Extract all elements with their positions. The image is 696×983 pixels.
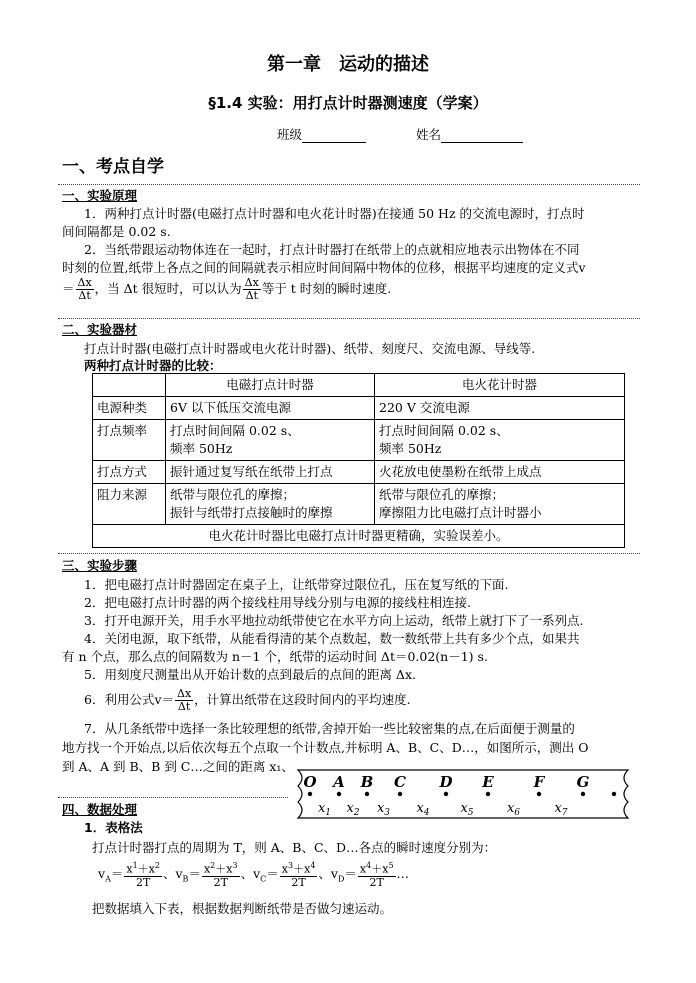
table-row bbox=[93, 420, 625, 461]
velocity-label: 、$v_D=$ bbox=[318, 865, 357, 884]
s3-l4a: 4．关闭电源，取下纸带，从能看得清的某个点数起，数一数纸带上共有多少个点，如果共 bbox=[84, 631, 580, 646]
tape-point-label: E bbox=[482, 773, 494, 791]
s1-p1a: 1．两种打点计时器(电磁打点计时器和电火花计时器)在接通 50 Hz 的交流电源时，打点时 bbox=[84, 206, 585, 221]
comparison-table bbox=[92, 373, 625, 548]
table-row bbox=[93, 461, 625, 484]
chapter-title: 第一章 运动的描述 bbox=[267, 54, 429, 75]
row-label: 打点方式 bbox=[93, 461, 166, 484]
table-cell: 振针通过复写纸在纸带上打点 bbox=[166, 461, 375, 484]
name-blank[interactable] bbox=[441, 130, 523, 143]
name-field[interactable] bbox=[416, 125, 523, 143]
tape-point-label: O bbox=[303, 773, 317, 791]
s3-l6: 6．利用公式v＝ $\frac{\Delta x}{\Delta t}$ ，计算出纸带在这段时间内的平均速度. bbox=[84, 687, 411, 713]
s3-l2: 2．把电磁打点计时器的两个接线柱用导线分别与电源的接线柱相连接. bbox=[84, 595, 471, 610]
s4-heading: 四、数据处理 bbox=[62, 802, 138, 817]
s2-p1: 打点计时器(电磁打点计时器或电火花计时器)、纸带、刻度尺、交流电源、导线等. bbox=[84, 341, 536, 356]
divider bbox=[58, 797, 288, 798]
table-cell bbox=[93, 374, 166, 397]
velocity-label: 、$v_B=$ bbox=[162, 865, 201, 884]
tape-point-label: G bbox=[576, 773, 590, 791]
s1-p1b: 间间隔都是 0.02 s. bbox=[62, 224, 171, 239]
tape-segment-label: $x_4$ bbox=[416, 801, 430, 818]
s3-l7c: 到 A、A 到 B、B 到 C…之间的距离 x₁、 bbox=[62, 759, 294, 774]
velocity-fraction-2: $\frac{\Delta x}{\Delta t}$ bbox=[244, 276, 259, 302]
compare-title: 两种打点计时器的比较： bbox=[84, 358, 222, 373]
row-label: 阻力来源 bbox=[93, 484, 166, 525]
table-row bbox=[93, 397, 625, 420]
table-footer-row bbox=[93, 525, 625, 548]
s3-l3: 3．打开电源开关，用手水平地拉动纸带使它在水平方向上运动，纸带上就打下了一系列点. bbox=[84, 613, 584, 628]
section-title: §1.4 实验：用打点计时器测速度（学案） bbox=[208, 94, 488, 112]
tape-point-label: C bbox=[394, 773, 406, 791]
tape-segment-label: $x_3$ bbox=[376, 801, 391, 818]
tape-dot bbox=[398, 792, 402, 796]
name-label: 姓名 bbox=[416, 127, 442, 142]
divider bbox=[58, 184, 640, 185]
tape-dot bbox=[444, 792, 448, 796]
eq-sign: ＝ bbox=[62, 281, 75, 296]
table-cell: 6V 以下低压交流电源 bbox=[166, 397, 375, 420]
velocity-fraction: $\frac{x^1+x^2}{2T}$ bbox=[126, 861, 160, 889]
table-cell: 火花放电使墨粉在纸带上成点 bbox=[375, 461, 625, 484]
velocity-fraction: $\frac{\Delta x}{\Delta t}$ bbox=[77, 276, 92, 302]
s4-p1: 打点计时器打点的周期为 T，则 A、B、C、D…各点的瞬时速度分别为： bbox=[92, 840, 497, 855]
row-label: 电源种类 bbox=[93, 397, 166, 420]
s1-p2b: 时刻的位置,纸带上各点之间的间隔就表示相应时间间隔中物体的位移，根据平均速度的定义式v bbox=[62, 260, 586, 275]
table-footer: 电火花计时器比电磁打点计时器更精确，实验误差小。 bbox=[93, 525, 625, 548]
tape-point-label: A bbox=[333, 773, 345, 791]
s3-l5: 5．用刻度尺测量出从开始计数的点到最后的点间的距离 Δx. bbox=[84, 667, 416, 682]
ellipsis: … bbox=[396, 865, 410, 881]
table-header: 电火花计时器 bbox=[375, 374, 625, 397]
table-header-row bbox=[93, 374, 625, 397]
tape-segment-label: $x_1$ bbox=[317, 801, 332, 818]
s3-heading: 三、实验步骤 bbox=[62, 558, 138, 573]
tape-dot bbox=[486, 792, 490, 796]
class-blank[interactable] bbox=[302, 130, 366, 143]
tape-segment-label: $x_2$ bbox=[346, 801, 360, 818]
s1-p2c-mid: ，当 Δt 很短时，可以认为 bbox=[94, 281, 242, 296]
velocity-fraction: $\frac{x^4+x^5}{2T}$ bbox=[359, 861, 394, 889]
velocity-formulas bbox=[98, 860, 409, 889]
tape-point-label: D bbox=[439, 773, 453, 791]
tape-dot bbox=[308, 792, 312, 796]
class-field[interactable] bbox=[277, 125, 366, 143]
table-cell: 纸带与限位孔的摩擦； 摩擦阻力比电磁打点计时器小 bbox=[375, 484, 625, 525]
s1-heading: 一、实验原理 bbox=[62, 188, 138, 203]
table-cell: 纸带与限位孔的摩擦； 振针与纸带打点接触时的摩擦 bbox=[166, 484, 375, 525]
velocity-label: $v_A=$ bbox=[98, 865, 124, 884]
tape-segment-label: $x_5$ bbox=[460, 801, 474, 818]
tape-point-label: B bbox=[360, 773, 374, 791]
divider bbox=[58, 318, 640, 319]
s1-p2c-end: 等于 t 时刻的瞬时速度. bbox=[261, 281, 392, 296]
tape-segment-label: $x_6$ bbox=[506, 801, 521, 818]
velocity-fraction: $\frac{x^3+x^4}{2T}$ bbox=[281, 861, 316, 889]
paper-tape-diagram bbox=[292, 762, 637, 824]
table-header: 电磁打点计时器 bbox=[166, 374, 375, 397]
s3-l7b: 地方找一个开始点,以后依次每五个点取一个计数点,并标明 A、B、C、D…，如图所示，测出 O bbox=[62, 740, 589, 755]
row-label: 打点频率 bbox=[93, 420, 166, 461]
tape-segment-label: $x_7$ bbox=[554, 801, 568, 818]
s2-heading: 二、实验器材 bbox=[62, 322, 138, 337]
table-row bbox=[93, 484, 625, 525]
velocity-fraction: $\frac{x^2+x^3}{2T}$ bbox=[203, 861, 238, 889]
s1-p2a: 2．当纸带跟运动物体连在一起时，打点计时器打在纸带上的点就相应地表示出物体在不同 bbox=[84, 242, 580, 257]
tape-dot bbox=[612, 792, 616, 796]
table-cell: 打点时间间隔 0.02 s、 频率 50Hz bbox=[166, 420, 375, 461]
table-cell: 打点时间间隔 0.02 s、 频率 50Hz bbox=[375, 420, 625, 461]
tape-point-label: F bbox=[533, 773, 545, 791]
table-cell: 220 V 交流电源 bbox=[375, 397, 625, 420]
tape-dot bbox=[365, 792, 369, 796]
part1-title: 一、考点自学 bbox=[62, 157, 164, 177]
velocity-label: 、$v_C=$ bbox=[240, 865, 279, 884]
divider bbox=[58, 553, 640, 554]
s3-l1: 1．把电磁打点计时器固定在桌子上，让纸带穿过限位孔，压在复写纸的下面. bbox=[84, 577, 509, 592]
tape-dot bbox=[337, 792, 341, 796]
s4-sub1: 1．表格法 bbox=[84, 820, 143, 835]
s3-l7a: 7．从几条纸带中选择一条比较理想的纸带,舍掉开始一些比较密集的点,在后面便于测量的 bbox=[84, 721, 575, 736]
tape-dot bbox=[537, 792, 541, 796]
class-label: 班级 bbox=[277, 127, 303, 142]
s4-p2: 把数据填入下表，根据数据判断纸带是否做匀速运动。 bbox=[92, 901, 393, 916]
s3-l4b: 有 n 个点，那么点的间隔数为 n－1 个，纸带的运动时间 Δt＝0.02(n－1) s. bbox=[62, 649, 488, 664]
s1-p2c bbox=[62, 277, 391, 302]
avg-velocity-fraction: $\frac{\Delta x}{\Delta t}$ bbox=[177, 687, 192, 713]
tape-dot bbox=[581, 792, 585, 796]
